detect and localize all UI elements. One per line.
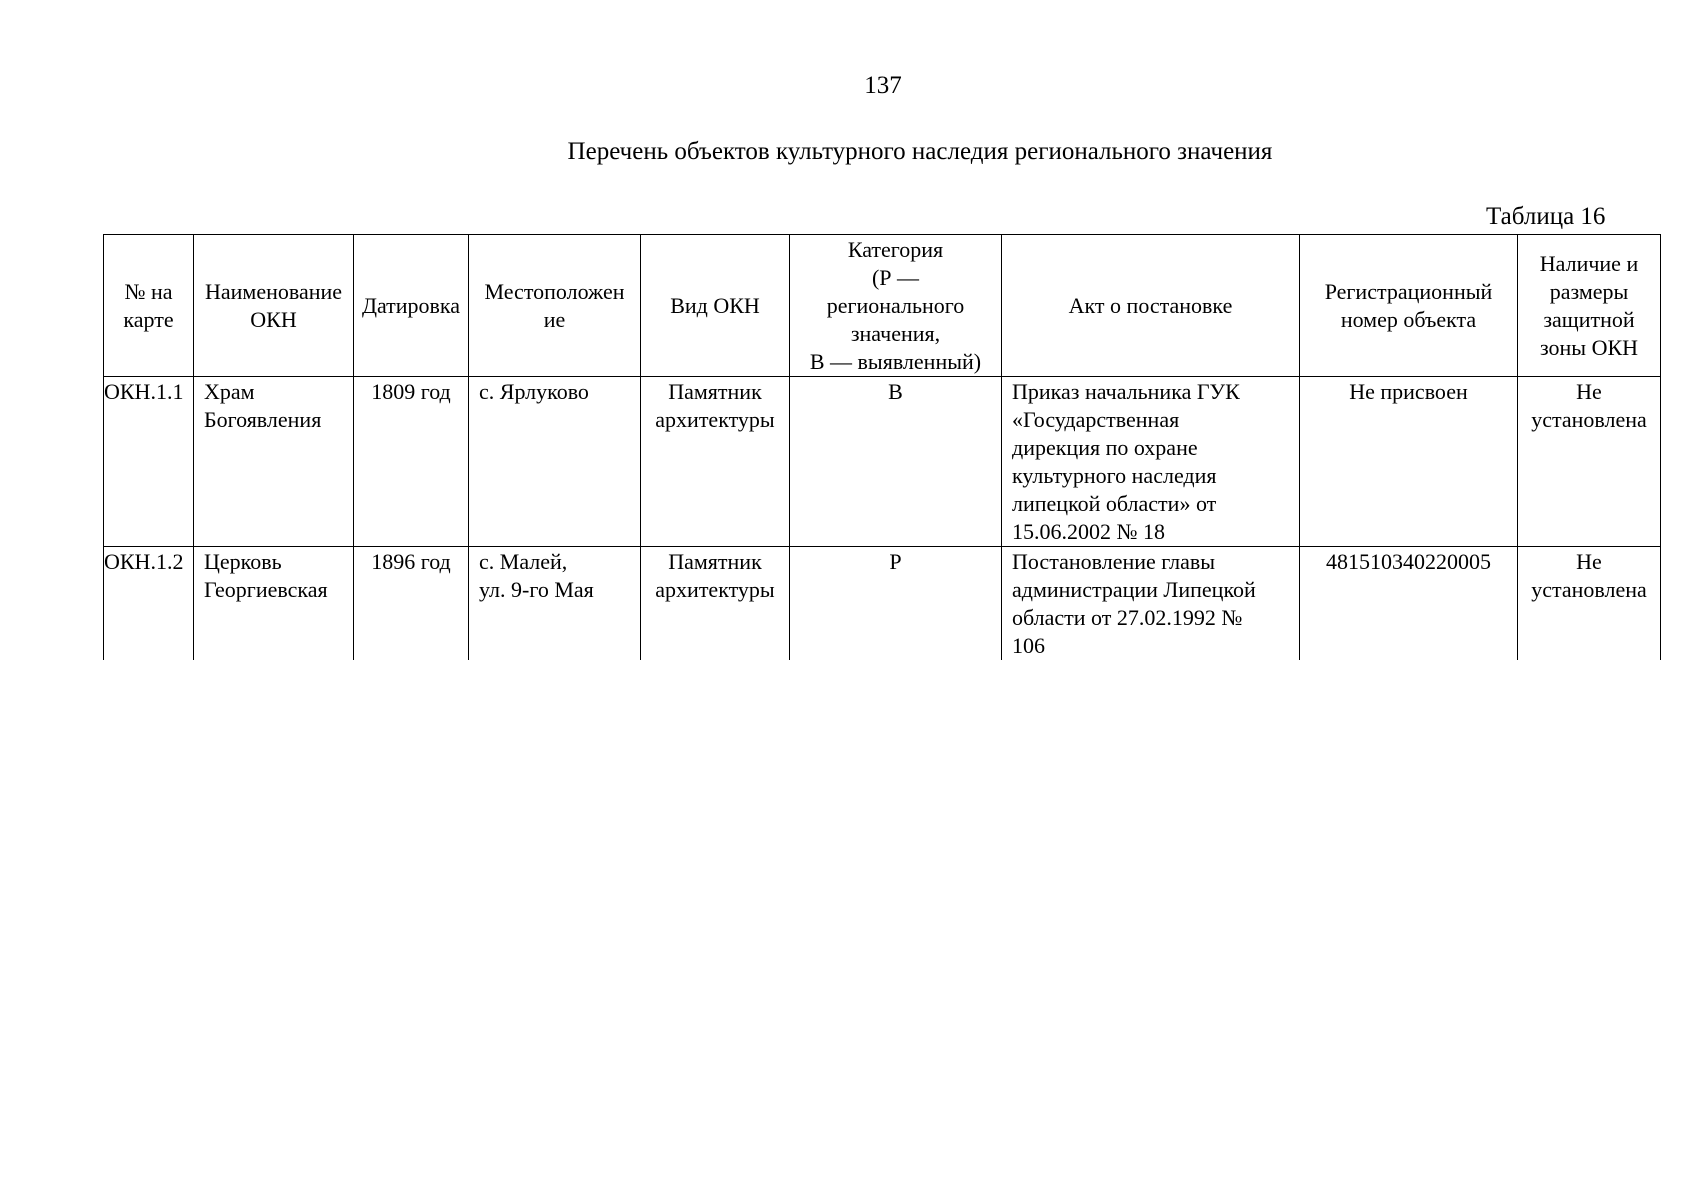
header-date: Датировка (354, 235, 469, 377)
cell-type: Памятник архитектуры (641, 377, 790, 547)
cell-category: В (790, 377, 1002, 547)
document-title: Перечень объектов культурного наследия регионального значения (567, 138, 1273, 165)
table-row (104, 377, 1661, 547)
header-num: № на карте (104, 235, 194, 377)
cell-name: Церковь Георгиевская (194, 547, 354, 661)
cell-act: Приказ начальника ГУК «Государственная дирекция по охране культурного наследия липецкой области» от 15.06.2002 № 18 (1002, 377, 1300, 547)
cell-date: 1896 год (354, 547, 469, 661)
cell-reg-number: 481510340220005 (1300, 547, 1518, 661)
cell-reg-number: Не присвоен (1300, 377, 1518, 547)
cell-location: с. Ярлуково (469, 377, 641, 547)
header-type: Вид ОКН (641, 235, 790, 377)
header-category: Категория (Р — регионального значения, В — выявленный) (790, 235, 1002, 377)
cell-type: Памятник архитектуры (641, 547, 790, 661)
cell-zone: Не установлена (1518, 377, 1661, 547)
header-location: Местоположен ие (469, 235, 641, 377)
cell-name: Храм Богоявления (194, 377, 354, 547)
header-name: Наименование ОКН (194, 235, 354, 377)
table-row (104, 547, 1661, 661)
table-header-row (104, 235, 1661, 377)
cell-date: 1809 год (354, 377, 469, 547)
header-zone: Наличие и размеры защитной зоны ОКН (1518, 235, 1661, 377)
okn-table (103, 234, 1661, 660)
header-act: Акт о постановке (1002, 235, 1300, 377)
cell-category: Р (790, 547, 1002, 661)
cell-num: ОКН.1.1 (104, 377, 194, 547)
header-reg-number: Регистрационный номер объекта (1300, 235, 1518, 377)
cell-location: с. Малей, ул. 9-го Мая (469, 547, 641, 661)
cell-num: ОКН.1.2 (104, 547, 194, 661)
page-number: 137 (864, 72, 902, 99)
cell-act: Постановление главы администрации Липецкой области от 27.02.1992 № 106 (1002, 547, 1300, 661)
table-label: Таблица 16 (1486, 203, 1606, 230)
cell-zone: Не установлена (1518, 547, 1661, 661)
